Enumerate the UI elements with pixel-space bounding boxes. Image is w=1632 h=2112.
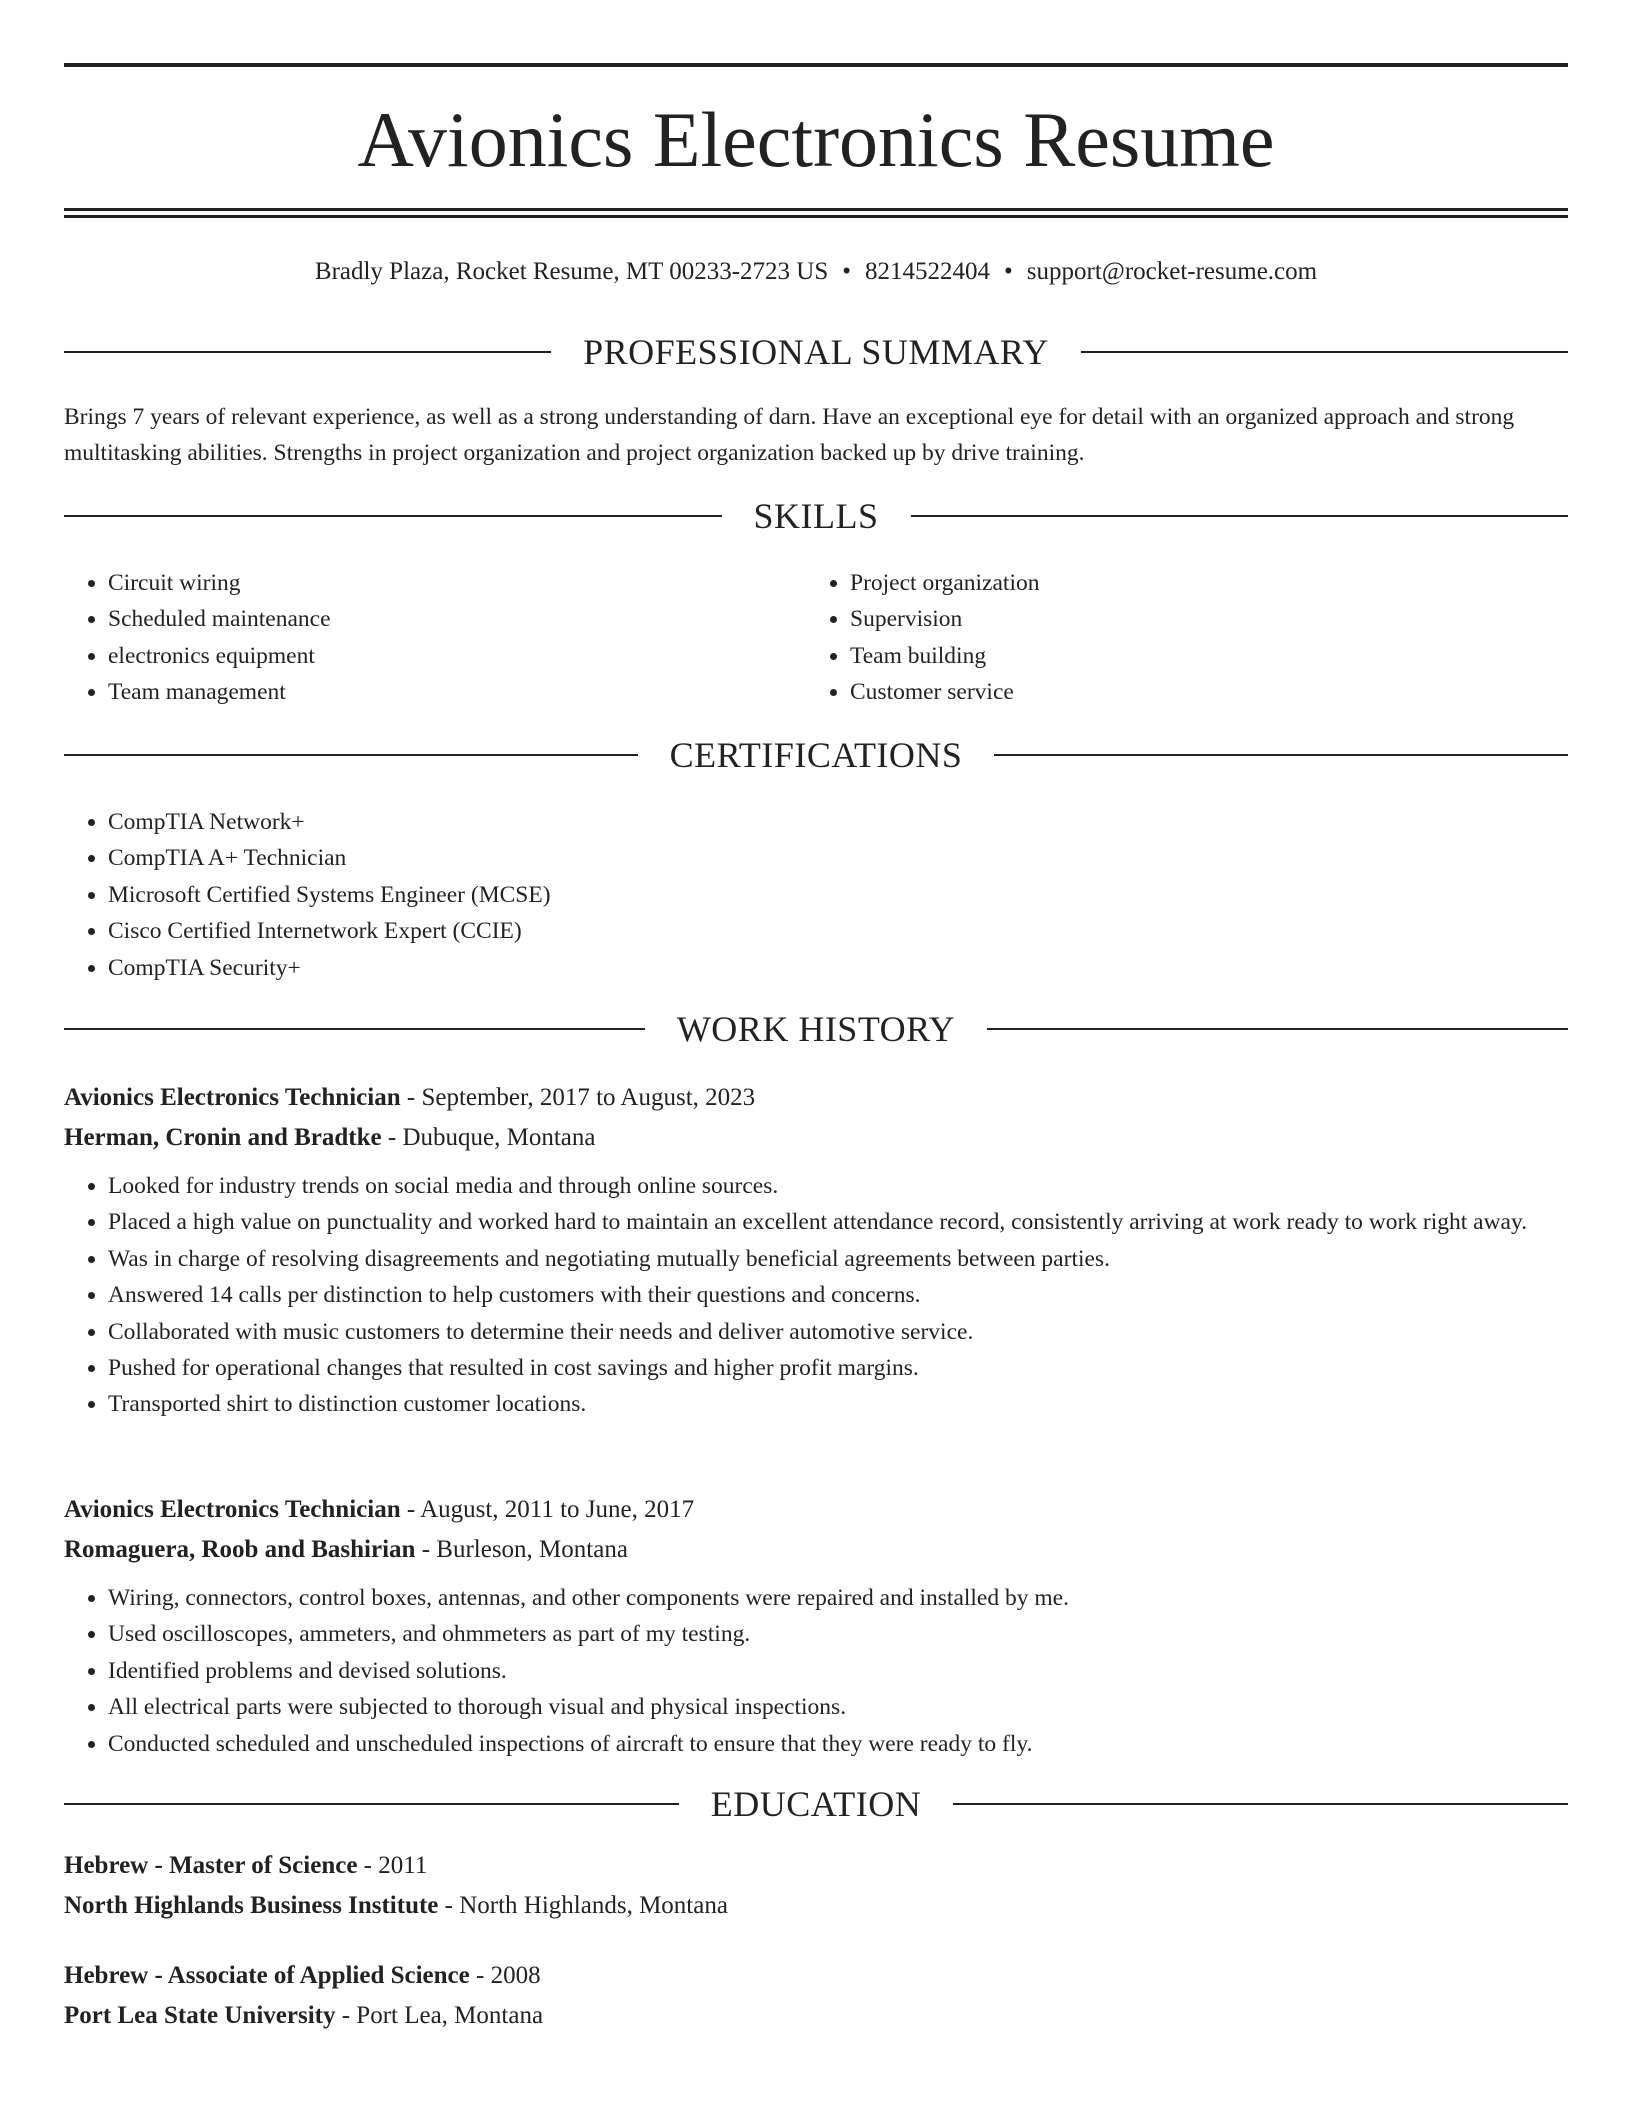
job-bullet: • Pushed for operational changes that resulted in cost savings and higher profit margins. [108, 1350, 1568, 1386]
section-title: WORK HISTORY [676, 1009, 956, 1049]
heading-rule-left [64, 754, 638, 756]
education-school: North Highlands Business Institute [64, 1892, 439, 1919]
job-bullet: • Looked for industry trends on social media and through online sources. [108, 1168, 1568, 1204]
job-bullet: • Collaborated with music customers to determine their needs and deliver automotive service. [108, 1314, 1568, 1350]
education-entry [64, 1956, 1568, 2036]
skills-list [64, 565, 1568, 711]
job-bullet: • Placed a high value on punctuality and worked hard to maintain an excellent attendance record, consistently arriving at work ready to work right away. [108, 1204, 1568, 1240]
heading-rule-right [987, 1028, 1568, 1030]
heading-rule-left [64, 1028, 645, 1030]
job-bullet-list [64, 1168, 1568, 1423]
summary-heading [64, 330, 1568, 374]
skill-item-list [64, 565, 806, 711]
job-entry [64, 1078, 1568, 1423]
job-bullet-list [64, 1580, 1568, 1762]
skills-heading [64, 494, 1568, 538]
education-degree-line: Hebrew - Master of Science - 2011 [64, 1852, 428, 1879]
section-title: CERTIFICATIONS [669, 735, 963, 775]
job-bullet: • All electrical parts were subjected to thorough visual and physical inspections. [108, 1689, 1568, 1725]
skill-item: • Circuit wiring [108, 565, 806, 601]
top-rule [64, 63, 1568, 67]
certification-item: • CompTIA A+ Technician [108, 840, 1568, 876]
contact-line [64, 254, 1568, 290]
skill-item: • Customer service [850, 674, 1548, 710]
contact-address: Bradly Plaza, Rocket Resume, MT 00233-2723 US [314, 258, 829, 285]
job-location: Dubuque, Montana [402, 1124, 596, 1151]
heading-rule-left [64, 351, 551, 353]
skill-item: • Supervision [850, 601, 1548, 637]
contact-phone: 8214522404 [865, 258, 991, 285]
education-school: Port Lea State University [64, 2002, 336, 2029]
heading-rule-right [1081, 351, 1568, 353]
job-bullet: • Identified problems and devised solutions. [108, 1653, 1568, 1689]
job-bullet: • Was in charge of resolving disagreements and negotiating mutually beneficial agreements between parties. [108, 1241, 1568, 1277]
education-degree: Hebrew - Associate of Applied Science [64, 1962, 470, 1989]
job-bullet: • Wiring, connectors, control boxes, antennas, and other components were repaired and installed by me. [108, 1580, 1568, 1616]
education-school-line: North Highlands Business Institute - North Highlands, Montana [64, 1892, 728, 1919]
skills-column-left [64, 565, 806, 711]
heading-rule-right [911, 515, 1569, 517]
contact-email: support@rocket-resume.com [1026, 258, 1318, 285]
certification-item: • Cisco Certified Internetwork Expert (CCIE) [108, 913, 1568, 949]
skill-item: • electronics equipment [108, 638, 806, 674]
education-location: Port Lea, Montana [356, 2002, 544, 2029]
job-bullet: • Answered 14 calls per distinction to help customers with their questions and concerns. [108, 1277, 1568, 1313]
certifications-heading [64, 733, 1568, 777]
job-bullet: • Transported shirt to distinction customer locations. [108, 1386, 1568, 1422]
skill-item: • Team building [850, 638, 1548, 674]
section-title: PROFESSIONAL SUMMARY [583, 332, 1049, 372]
job-company: Romaguera, Roob and Bashirian [64, 1536, 416, 1563]
certification-item: • Microsoft Certified Systems Engineer (MCSE) [108, 877, 1568, 913]
heading-rule-right [994, 754, 1568, 756]
education-year: 2011 [378, 1852, 428, 1879]
education-heading [64, 1782, 1568, 1826]
job-title-line: Avionics Electronics Technician - September, 2017 to August, 2023 [64, 1084, 756, 1111]
section-title: SKILLS [753, 496, 879, 536]
certification-item: • CompTIA Security+ [108, 950, 1568, 986]
job-company-line: Romaguera, Roob and Bashirian - Burleson, Montana [64, 1536, 628, 1563]
education-location: North Highlands, Montana [459, 1892, 728, 1919]
contact-separator: • [1004, 258, 1013, 285]
certification-item-list [64, 804, 1568, 986]
job-dates: August, 2011 to June, 2017 [420, 1496, 695, 1523]
job-title: Avionics Electronics Technician [64, 1084, 401, 1111]
skill-item: • Team management [108, 674, 806, 710]
job-location: Burleson, Montana [436, 1536, 628, 1563]
heading-rule-left [64, 1803, 679, 1805]
education-degree-line: Hebrew - Associate of Applied Science - 2008 [64, 1962, 541, 1989]
work-history-heading [64, 1007, 1568, 1051]
education-school-line: Port Lea State University - Port Lea, Montana [64, 2002, 544, 2029]
job-title-line: Avionics Electronics Technician - August, 2011 to June, 2017 [64, 1496, 695, 1523]
certification-item: • CompTIA Network+ [108, 804, 1568, 840]
heading-rule-right [953, 1803, 1568, 1805]
section-title: EDUCATION [710, 1784, 922, 1824]
certifications-list [64, 804, 1568, 986]
contact-separator: • [842, 258, 852, 285]
title-double-rule [64, 208, 1568, 218]
skill-item: • Project organization [850, 565, 1548, 601]
heading-rule-left [64, 515, 722, 517]
skills-column-right [806, 565, 1548, 711]
education-entry [64, 1846, 1568, 1926]
job-title: Avionics Electronics Technician [64, 1496, 401, 1523]
job-entry [64, 1490, 1568, 1762]
education-degree: Hebrew - Master of Science [64, 1852, 358, 1879]
job-company-line: Herman, Cronin and Bradtke - Dubuque, Montana [64, 1124, 596, 1151]
education-year: 2008 [490, 1962, 541, 1989]
summary-text: Brings 7 years of relevant experience, as well as a strong understanding of darn. Have an exceptional eye for detail with an organized approach and strong multitasking abilities. Strengths in project organization and project organization backed up by drive training. [64, 404, 1515, 466]
skill-item-list [806, 565, 1548, 711]
job-dates: September, 2017 to August, 2023 [421, 1084, 756, 1111]
job-bullet: • Conducted scheduled and unscheduled inspections of aircraft to ensure that they were ready to fly. [108, 1726, 1568, 1762]
job-bullet: • Used oscilloscopes, ammeters, and ohmmeters as part of my testing. [108, 1616, 1568, 1652]
job-company: Herman, Cronin and Bradtke [64, 1124, 382, 1151]
resume-title: Avionics Electronics Resume [357, 96, 1275, 183]
skill-item: • Scheduled maintenance [108, 601, 806, 637]
